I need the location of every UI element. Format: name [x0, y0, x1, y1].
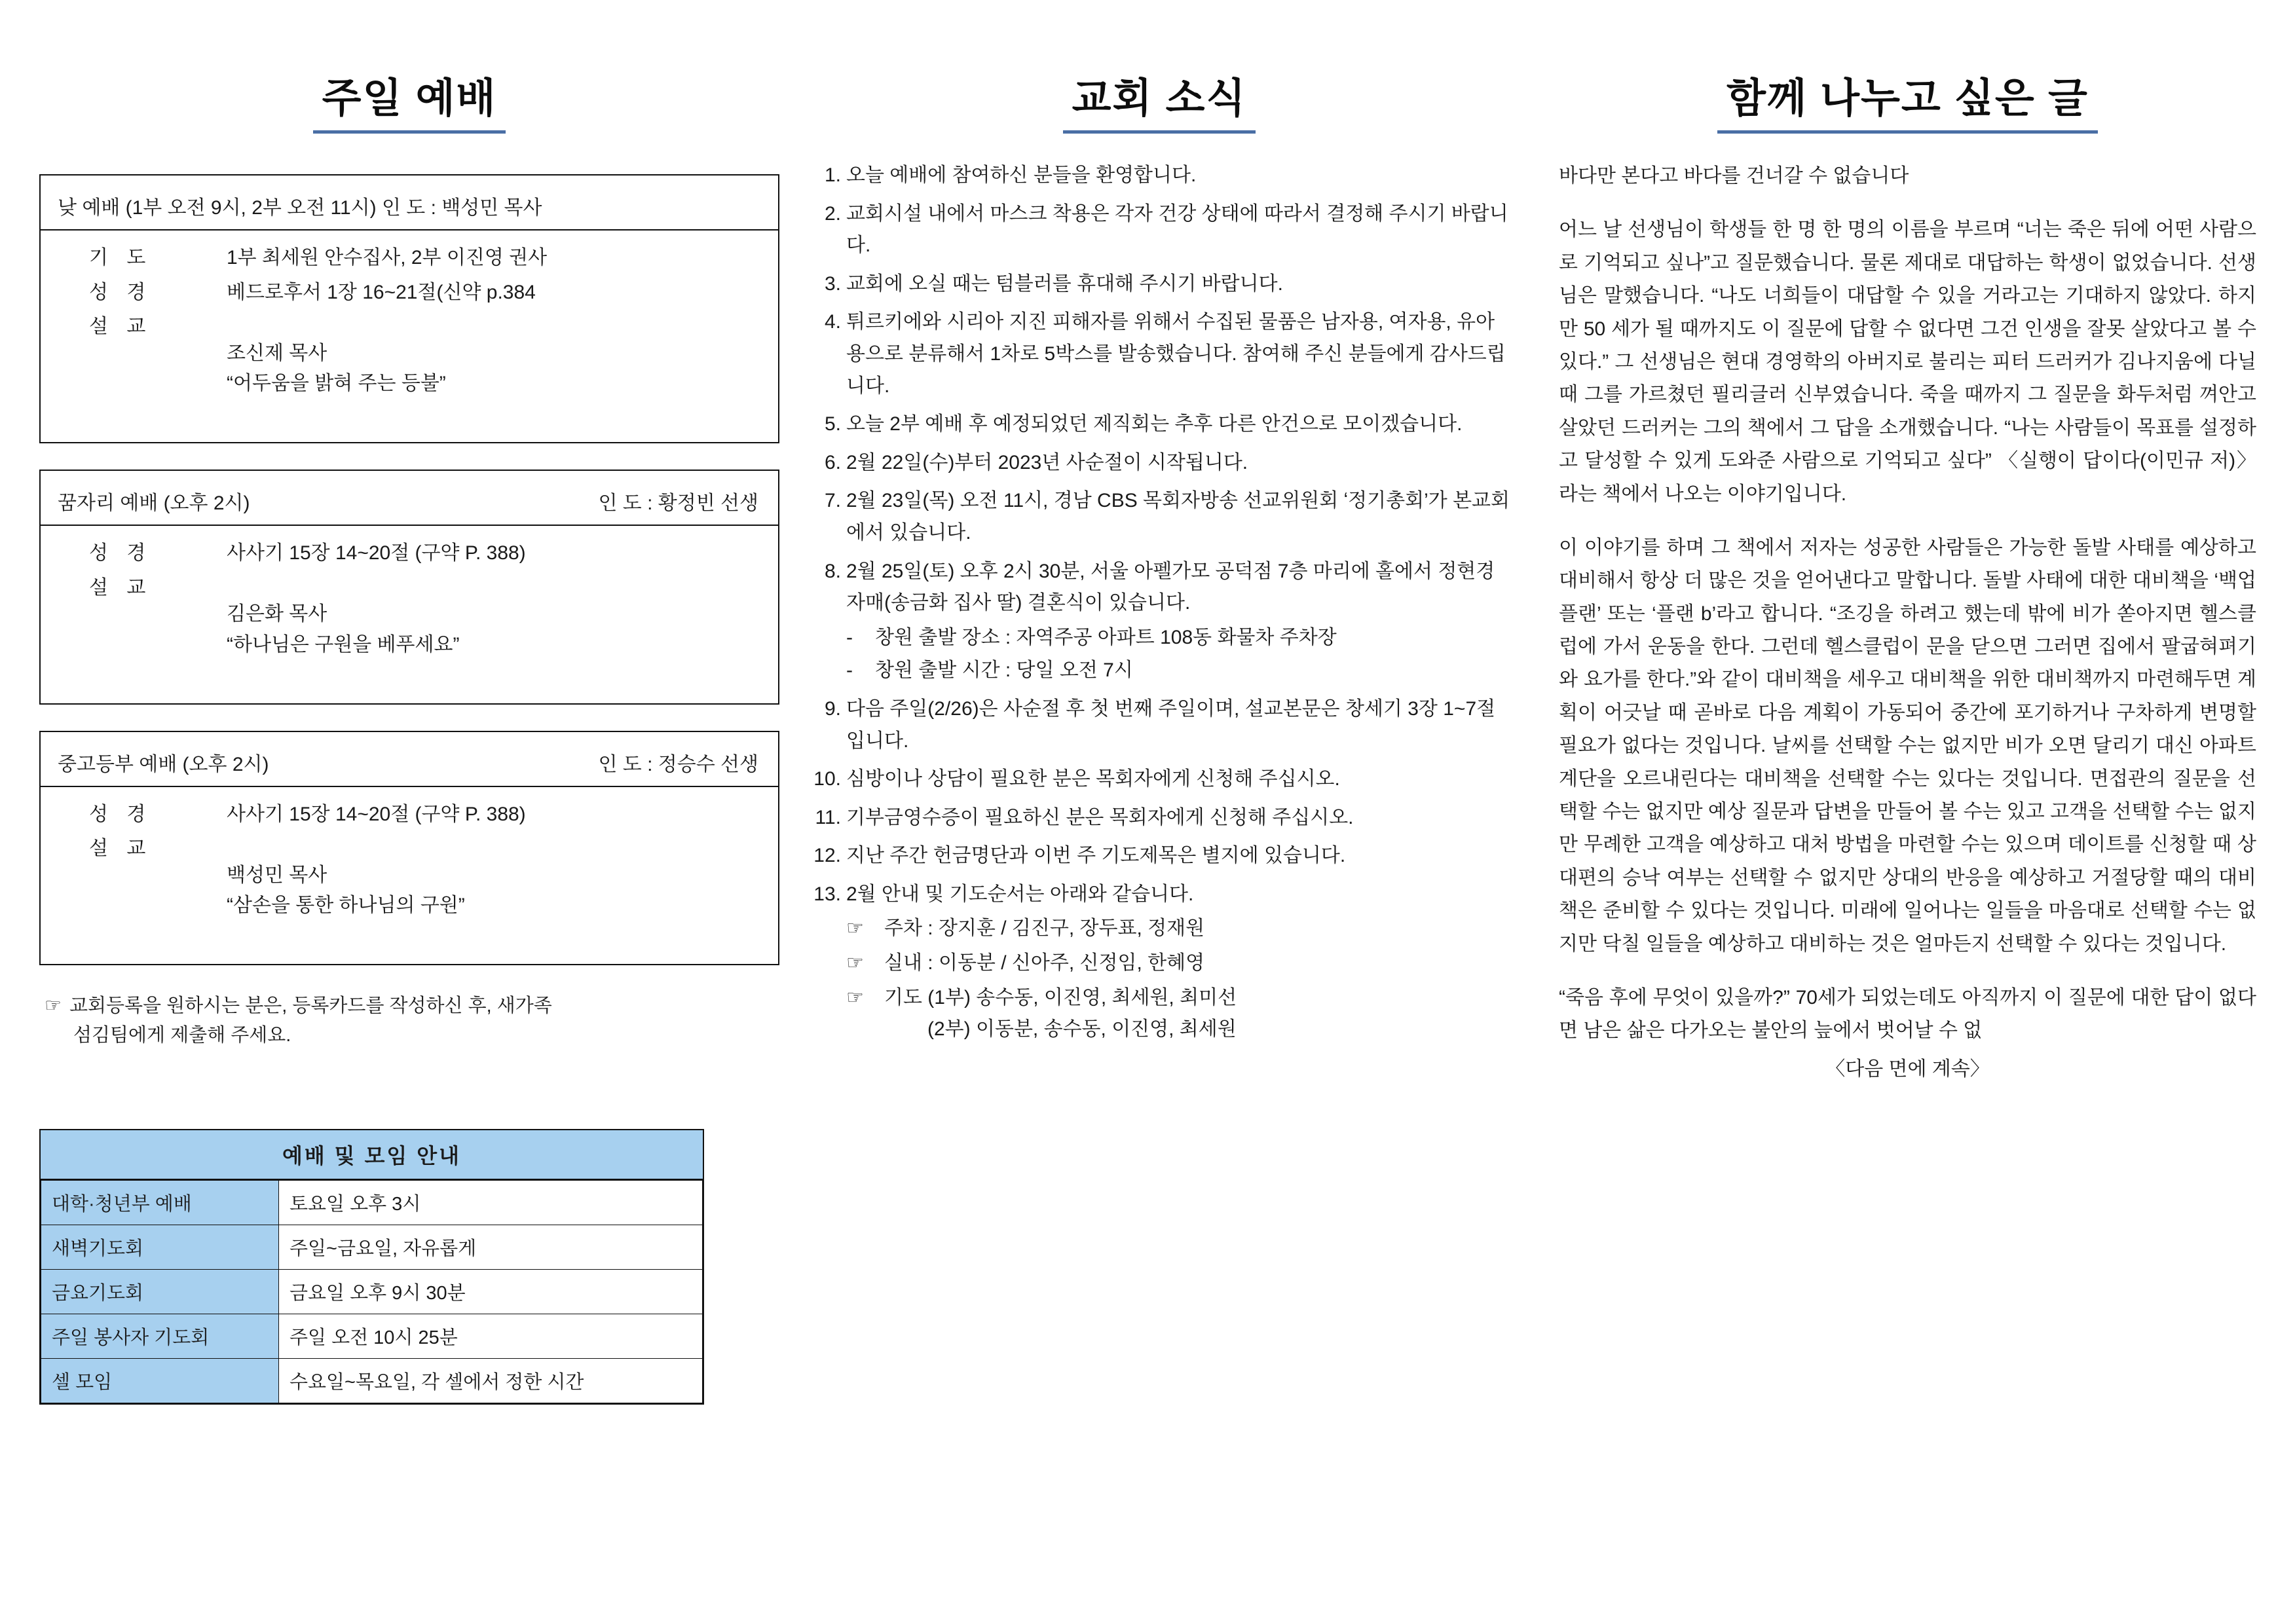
schedule-name: 주일 봉사자 기도회: [41, 1314, 279, 1358]
registration-note: [45, 991, 779, 1050]
service-day-lead: 인 도 : 백성민 목사: [381, 197, 542, 219]
service-box-youth: [39, 731, 779, 966]
table-row: [41, 1225, 703, 1269]
service-day-details: [89, 241, 547, 428]
item-number: 2.: [824, 202, 841, 225]
list-item: [806, 879, 1513, 1046]
schedule-name: 새벽기도회: [41, 1225, 279, 1269]
item-number: 6.: [824, 451, 841, 473]
list-item: [846, 948, 1513, 980]
duty-list: [846, 913, 1513, 1045]
list-item: [806, 556, 1513, 687]
worship-heading-text: 주일 예배: [313, 65, 506, 134]
detail-row: [89, 536, 526, 571]
preacher-name: 김은화 목사: [227, 603, 327, 625]
column-worship: [39, 0, 779, 1405]
list-item: [846, 622, 1513, 654]
wedding-sub-list: [846, 622, 1513, 687]
schedule-name: 셀 모임: [41, 1358, 279, 1403]
item-number: 10.: [813, 768, 841, 790]
news-heading: [806, 65, 1513, 134]
sermon-title: “삼손을 통한 하나님의 구원”: [227, 895, 465, 916]
list-item: [806, 306, 1513, 402]
pointing-hand-icon: ☞: [846, 952, 864, 974]
detail-row: [89, 241, 547, 276]
schedule-time: 수요일~목요일, 각 셀에서 정한 시간: [279, 1358, 703, 1403]
table-row: [41, 1269, 703, 1314]
item-text-continued: (2부) 이동분, 송수동, 이진영, 최세원: [927, 1018, 1237, 1041]
detail-label: 설 교: [89, 838, 153, 859]
schedule-time: 주일~금요일, 자유롭게: [279, 1225, 703, 1269]
service-youth-lead: 인 도 : 정승수 선생: [598, 753, 758, 775]
news-list: [806, 160, 1513, 1046]
essay-heading: [1559, 65, 2256, 134]
item-text: 교회시설 내에서 마스크 착용은 각자 건강 상태에 따라서 결정해 주시기 바랍니다.: [846, 202, 1508, 257]
detail-value: 1부 최세원 안수집사, 2부 이진영 권사: [227, 247, 548, 268]
service-youth-head: [58, 748, 761, 777]
detail-value: [214, 832, 526, 950]
item-text: 심방이나 상담이 필요한 분은 목회자에게 신청해 주십시오.: [846, 768, 1340, 790]
service-kkumjari-divider: [41, 525, 778, 526]
pointing-hand-icon: ☞: [846, 986, 864, 1008]
detail-label: 설 교: [89, 576, 153, 599]
item-number: 13.: [813, 883, 841, 905]
essay-title: 바다만 본다고 바다를 건너갈 수 없습니다: [1559, 165, 1909, 187]
list-item: [806, 764, 1513, 796]
pointing-hand-icon: ☞: [45, 995, 62, 1016]
item-text: 오늘 2부 예배 후 예정되었던 제직회는 추후 다른 안건으로 모이겠습니다.: [846, 413, 1463, 435]
dash-icon: -: [846, 659, 853, 682]
service-box-kkumjari: [39, 470, 779, 705]
schedule-name: 대학·청년부 예배: [41, 1180, 279, 1225]
item-number: 11.: [815, 806, 841, 828]
preacher-name: 조신제 목사: [227, 342, 327, 364]
list-item: [806, 409, 1513, 441]
service-kkumjari-lead: 인 도 : 황정빈 선생: [598, 492, 758, 514]
item-text: 창원 출발 장소 : 자역주공 아파트 108동 화물차 주차장: [875, 626, 1337, 648]
schedule-time: 금요일 오후 9시 30분: [279, 1269, 703, 1314]
detail-value: 베드로후서 1장 16~21절(신약 p.384: [227, 281, 536, 303]
list-item: [806, 447, 1513, 479]
detail-value: 사사기 15장 14~20절 (구약 P. 388): [227, 803, 526, 825]
list-item: [806, 485, 1513, 549]
list-item: [806, 268, 1513, 301]
detail-label: 성 경: [89, 803, 153, 825]
sermon-title: “어두움을 밝혀 주는 등불”: [227, 373, 446, 394]
service-day-head: [58, 191, 761, 220]
service-day-title: 낮 예배 (1부 오전 9시, 2부 오전 11시): [58, 197, 377, 219]
preacher-name: 백성민 목사: [227, 864, 327, 886]
list-item: [846, 982, 1513, 1046]
item-number: 8.: [824, 560, 841, 582]
service-kkumjari-title: 꿈자리 예배 (오후 2시): [58, 492, 250, 514]
item-text: 교회에 오실 때는 텀블러를 휴대해 주시기 바랍니다.: [846, 272, 1283, 295]
item-number: 1.: [824, 164, 841, 186]
item-text: 기부금영수증이 필요하신 분은 목회자에게 신청해 주십시오.: [846, 806, 1354, 828]
list-item: [846, 913, 1513, 945]
column-essay: [1559, 0, 2256, 1107]
item-text: 2월 25일(토) 오후 2시 30분, 서울 아펠가모 공덕점 7층 마리에 홀에서 정현경 자매(송금화 집사 딸) 결혼식이 있습니다.: [846, 560, 1495, 614]
item-number: 7.: [824, 490, 841, 512]
item-number: 4.: [824, 311, 841, 333]
item-text: 지난 주간 헌금명단과 이번 주 기도제목은 별지에 있습니다.: [846, 845, 1346, 867]
schedule-table-wrap: [39, 1129, 704, 1405]
schedule-time: 토요일 오후 3시: [279, 1180, 703, 1225]
schedule-table: [41, 1180, 703, 1403]
detail-label: 설 교: [89, 316, 153, 337]
schedule-name: 금요기도회: [41, 1269, 279, 1314]
item-text: 창원 출발 시간 : 당일 오전 7시: [875, 659, 1133, 682]
essay-continued: 〈다음 면에 계속〉: [1825, 1058, 1990, 1080]
item-number: 5.: [824, 413, 841, 435]
list-item: [806, 693, 1513, 757]
sermon-title: “하나님은 구원을 베푸세요”: [227, 633, 460, 655]
item-text: 다음 주일(2/26)은 사순절 후 첫 번째 주일이며, 설교본문은 창세기 3장 1~7절입니다.: [846, 697, 1496, 752]
list-item: [806, 802, 1513, 834]
table-row: [41, 1314, 703, 1358]
table-row: [41, 1358, 703, 1403]
item-text: 오늘 예배에 참여하신 분들을 환영합니다.: [846, 164, 1197, 186]
item-text: 2월 22일(수)부터 2023년 사순절이 시작됩니다.: [846, 451, 1248, 473]
list-item: [806, 840, 1513, 872]
essay-heading-text: 함께 나누고 싶은 글: [1717, 65, 2098, 134]
detail-label: 기 도: [89, 247, 153, 268]
registration-note-line2: 섬김팀에게 제출해 주세요.: [73, 1024, 291, 1046]
schedule-title: 예배 및 모임 안내: [41, 1130, 703, 1180]
item-number: 3.: [824, 272, 841, 295]
worship-heading: [39, 65, 779, 134]
detail-value: [214, 571, 526, 689]
list-item: [846, 655, 1513, 687]
detail-label: 성 경: [89, 281, 153, 303]
schedule-time: 주일 오전 10시 25분: [279, 1314, 703, 1358]
list-item: [806, 160, 1513, 192]
item-text: 주차 : 장지훈 / 김진구, 장두표, 정재원: [884, 917, 1205, 940]
service-day-divider: [41, 229, 778, 231]
detail-value: [214, 310, 547, 428]
pointing-hand-icon: ☞: [846, 917, 864, 940]
detail-value: 사사기 15장 14~20절 (구약 P. 388): [227, 542, 526, 564]
detail-row: [89, 310, 547, 428]
detail-row: [89, 832, 526, 950]
list-item: [806, 198, 1513, 262]
detail-row: [89, 571, 526, 689]
item-text: 튀르키에와 시리아 지진 피해자를 위해서 수집된 물품은 남자용, 여자용, 유아용으로 분류해서 1차로 5박스를 발송했습니다. 참여해 주신 분들에게 감사드립니다.: [846, 311, 1506, 397]
essay-paragraph: “죽음 후에 무엇이 있을까?” 70세가 되었는데도 아직까지 이 질문에 대한 답이 없다면 남은 삶은 다가오는 불안의 늪에서 벗어날 수 없: [1559, 986, 2256, 1042]
service-box-day: [39, 174, 779, 443]
detail-label: 성 경: [89, 542, 153, 564]
detail-row: [89, 276, 547, 310]
service-kkumjari-details: [89, 536, 526, 689]
dash-icon: -: [846, 626, 853, 648]
service-youth-details: [89, 798, 526, 950]
item-text: 2월 안내 및 기도순서는 아래와 같습니다.: [846, 883, 1194, 905]
item-text: 기도 (1부) 송수동, 이진영, 최세원, 최미선: [884, 986, 1237, 1008]
item-number: 12.: [813, 845, 841, 867]
service-youth-title: 중고등부 예배 (오후 2시): [58, 753, 269, 775]
detail-row: [89, 798, 526, 832]
column-news: [806, 0, 1513, 1052]
registration-note-line1: 교회등록을 원하시는 분은, 등록카드를 작성하신 후, 새가족: [69, 995, 552, 1016]
table-row: [41, 1180, 703, 1225]
service-youth-divider: [41, 786, 778, 787]
item-text: 실내 : 이동분 / 신아주, 신정임, 한혜영: [884, 952, 1205, 974]
essay-body: [1559, 160, 2256, 1086]
news-heading-text: 교회 소식: [1063, 65, 1256, 134]
item-text: 2월 23일(목) 오전 11시, 경남 CBS 목회자방송 선교위원회 ʻ정기총회’가 본교회에서 있습니다.: [846, 490, 1510, 544]
essay-paragraph: 어느 날 선생님이 학생들 한 명 한 명의 이름을 부르며 “너는 죽은 뒤에 어떤 사람으로 기억되고 싶나”고 질문했습니다. 물론 제대로 대답하는 학생이 없었습니다. 선생님은 말했습니다. “나도 너희들이 대답할 수 있을 거라고는 기대하지 않았다. 하지만 50 세가 될 때까지도 이 질문에 답할 수 없다면 그건 인생을 잘못 살았다고 볼 수 있다.” 그 선생님은 현대 경영학의 아버지로 불리는 피터 드러커가 김나지움에 다닐 때 그를 가르쳤던 필리글러 신부였습니다. 죽을 때까지 그 질문을 화두처럼 껴안고 살았던 드러커는 그의 책에서 그 답을 소개했습니다. “나는 사람들이 목표를 설정하고 달성할 수 있게 도와준 사람으로 기억되고 싶다” 〈실행이 답이다(이민규 저)〉라는 책에서 나오는 이야기입니다.: [1559, 219, 2256, 505]
essay-paragraph: 이 이야기를 하며 그 책에서 저자는 성공한 사람들은 가능한 돌발 사태를 예상하고 대비해서 항상 더 많은 것을 얻어낸다고 말합니다. 돌발 사태에 대한 대비책을 ‘백업 플랜’ 또는 ‘플랜 b’라고 합니다. “조깅을 하려고 했는데 밖에 비가 쏟아지면 헬스클럽에 가서 운동을 한다. 그런데 헬스클럽이 문을 닫으면 그러면 집에서 팔굽혀펴기와 요가를 한다.”와 같이 대비책을 세우고 대비책을 위한 대비책까지 마련해두면 계획이 어긋날 때 곧바로 다음 계획이 가동되어 중간에 포기하거나 구차하게 변명할 필요가 없다는 것입니다. 날씨를 선택할 수는 없지만 비가 오면 달리기 대신 아파트 계단을 오르내린다는 대비책을 선택할 수는 있다는 것입니다. 면접관의 질문을 선택할 수는 없지만 예상 질문과 답변을 만들어 볼 수는 있고 고객을 선택할 수는 없지만 무례한 고객을 예상하고 대처 방법을 마련할 수는 있으며 데이트를 신청할 때 상대편의 승낙 여부는 선택할 수 없지만 상대의 반응을 예상하고 거절당할 때의 대비책은 준비할 수 있다는 것입니다. 미래에 일어나는 일들을 마음대로 선택할 수는 없지만 닥칠 일들을 예상하고 대비하는 것은 얼마든지 선택할 수 있다는 것입니다.: [1559, 536, 2256, 955]
item-number: 9.: [824, 697, 841, 720]
service-kkumjari-head: [58, 487, 761, 515]
